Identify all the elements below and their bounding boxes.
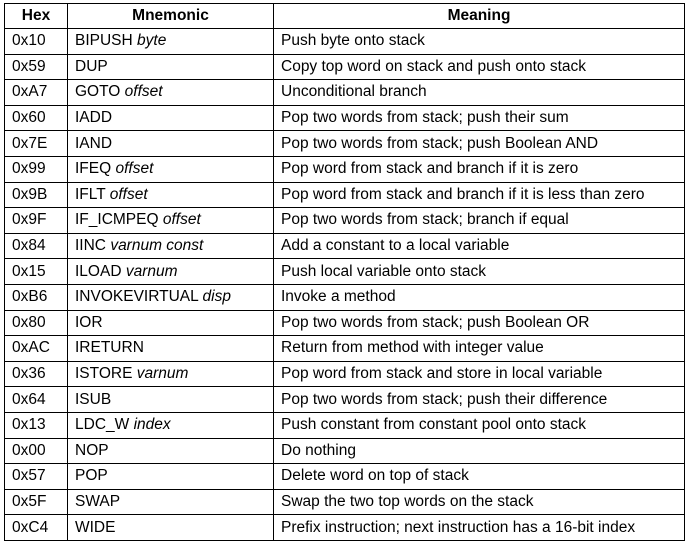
mnemonic-operands: varnum — [125, 262, 178, 280]
mnemonic-name: LDC_W — [75, 416, 130, 434]
hex-cell: 0xC4 — [5, 515, 68, 541]
mnemonic-name: INVOKEVIRTUAL — [75, 288, 199, 306]
mnemonic-operands: offset — [124, 83, 163, 101]
meaning-cell: Prefix instruction; next instruction has a 16-bit index — [274, 515, 685, 541]
mnemonic-operands: varnum — [136, 365, 189, 383]
meaning-cell: Copy top word on stack and push onto stack — [274, 54, 685, 80]
mnemonic-cell — [68, 182, 274, 208]
meaning-cell: Pop two words from stack; push Boolean OR — [274, 310, 685, 336]
meaning-cell: Do nothing — [274, 438, 685, 464]
mnemonic-name: NOP — [75, 441, 109, 459]
mnemonic-operands: disp — [202, 288, 231, 306]
meaning-cell: Unconditional branch — [274, 80, 685, 106]
table-row — [5, 489, 685, 515]
mnemonic-cell — [68, 105, 274, 131]
mnemonic-name: IOR — [75, 313, 103, 331]
mnemonic-cell — [68, 412, 274, 438]
hex-cell: 0x13 — [5, 412, 68, 438]
mnemonic-operands: offset — [115, 160, 154, 178]
meaning-cell: Swap the two top words on the stack — [274, 489, 685, 515]
table-row — [5, 438, 685, 464]
table-row — [5, 233, 685, 259]
meaning-cell: Pop word from stack and branch if it is less than zero — [274, 182, 685, 208]
meaning-cell: Pop word from stack and branch if it is zero — [274, 156, 685, 182]
mnemonic-name: GOTO — [75, 83, 121, 101]
hex-cell: 0xAC — [5, 336, 68, 362]
meaning-cell: Delete word on top of stack — [274, 464, 685, 490]
mnemonic-cell — [68, 489, 274, 515]
hex-cell: 0x9F — [5, 208, 68, 234]
table-row — [5, 208, 685, 234]
mnemonic-operands: offset — [109, 185, 148, 203]
mnemonic-name: IINC — [75, 237, 106, 255]
table-row — [5, 310, 685, 336]
meaning-cell: Invoke a method — [274, 284, 685, 310]
table-row — [5, 131, 685, 157]
meaning-cell: Pop two words from stack; push their sum — [274, 105, 685, 131]
mnemonic-cell — [68, 438, 274, 464]
mnemonic-cell — [68, 387, 274, 413]
mnemonic-name: POP — [75, 467, 108, 485]
mnemonic-cell — [68, 208, 274, 234]
mnemonic-name: IFEQ — [75, 160, 112, 178]
hex-cell: 0x57 — [5, 464, 68, 490]
mnemonic-name: IFLT — [75, 185, 106, 203]
hex-cell: 0x59 — [5, 54, 68, 80]
mnemonic-name: ISTORE — [75, 365, 133, 383]
meaning-cell: Push byte onto stack — [274, 29, 685, 55]
hex-cell: 0xB6 — [5, 284, 68, 310]
mnemonic-cell — [68, 336, 274, 362]
mnemonic-name: IRETURN — [75, 339, 144, 357]
header-row — [5, 4, 685, 29]
table-row — [5, 361, 685, 387]
mnemonic-name: IADD — [75, 109, 113, 127]
mnemonic-cell — [68, 259, 274, 285]
mnemonic-cell — [68, 233, 274, 259]
hex-cell: 0x15 — [5, 259, 68, 285]
mnemonic-cell — [68, 284, 274, 310]
meaning-cell: Pop two words from stack; branch if equal — [274, 208, 685, 234]
hex-cell: 0x10 — [5, 29, 68, 55]
mnemonic-cell — [68, 54, 274, 80]
mnemonic-name: IF_ICMPEQ — [75, 211, 159, 229]
mnemonic-operands: index — [133, 416, 171, 434]
table-row — [5, 387, 685, 413]
meaning-cell: Add a constant to a local variable — [274, 233, 685, 259]
mnemonic-name: IAND — [75, 134, 113, 152]
table-row — [5, 284, 685, 310]
table-row — [5, 464, 685, 490]
meaning-cell: Pop word from stack and store in local variable — [274, 361, 685, 387]
meaning-cell: Pop two words from stack; push Boolean AND — [274, 131, 685, 157]
hex-cell: 0x36 — [5, 361, 68, 387]
meaning-cell: Push local variable onto stack — [274, 259, 685, 285]
hex-cell: 0x00 — [5, 438, 68, 464]
table-row — [5, 259, 685, 285]
table-row — [5, 182, 685, 208]
meaning-column-header: Meaning — [274, 4, 685, 29]
hex-cell: 0x84 — [5, 233, 68, 259]
mnemonic-cell — [68, 464, 274, 490]
meaning-cell: Push constant from constant pool onto stack — [274, 412, 685, 438]
hex-cell: 0xA7 — [5, 80, 68, 106]
hex-cell: 0x99 — [5, 156, 68, 182]
meaning-cell: Return from method with integer value — [274, 336, 685, 362]
hex-cell: 0x5F — [5, 489, 68, 515]
hex-cell: 0x7E — [5, 131, 68, 157]
mnemonic-cell — [68, 29, 274, 55]
mnemonic-name: ISUB — [75, 390, 112, 408]
mnemonic-cell — [68, 156, 274, 182]
table-row — [5, 336, 685, 362]
mnemonic-cell — [68, 361, 274, 387]
table-row — [5, 80, 685, 106]
table-row — [5, 515, 685, 541]
mnemonic-cell — [68, 131, 274, 157]
mnemonic-name: WIDE — [75, 518, 116, 536]
mnemonic-cell — [68, 310, 274, 336]
mnemonic-column-header: Mnemonic — [68, 4, 274, 29]
mnemonic-operands: varnum const — [110, 237, 204, 255]
meaning-cell: Pop two words from stack; push their difference — [274, 387, 685, 413]
table-row — [5, 412, 685, 438]
instruction-table — [4, 3, 685, 541]
table-row — [5, 29, 685, 55]
mnemonic-cell — [68, 80, 274, 106]
table-row — [5, 105, 685, 131]
hex-cell: 0x64 — [5, 387, 68, 413]
hex-cell: 0x60 — [5, 105, 68, 131]
hex-cell: 0x9B — [5, 182, 68, 208]
hex-column-header: Hex — [5, 4, 68, 29]
table-row — [5, 156, 685, 182]
mnemonic-name: BIPUSH — [75, 32, 133, 50]
mnemonic-operands: offset — [162, 211, 201, 229]
mnemonic-name: ILOAD — [75, 262, 122, 280]
mnemonic-operands: byte — [137, 32, 167, 50]
table-row — [5, 54, 685, 80]
mnemonic-cell — [68, 515, 274, 541]
mnemonic-name: DUP — [75, 57, 108, 75]
hex-cell: 0x80 — [5, 310, 68, 336]
mnemonic-name: SWAP — [75, 492, 121, 510]
